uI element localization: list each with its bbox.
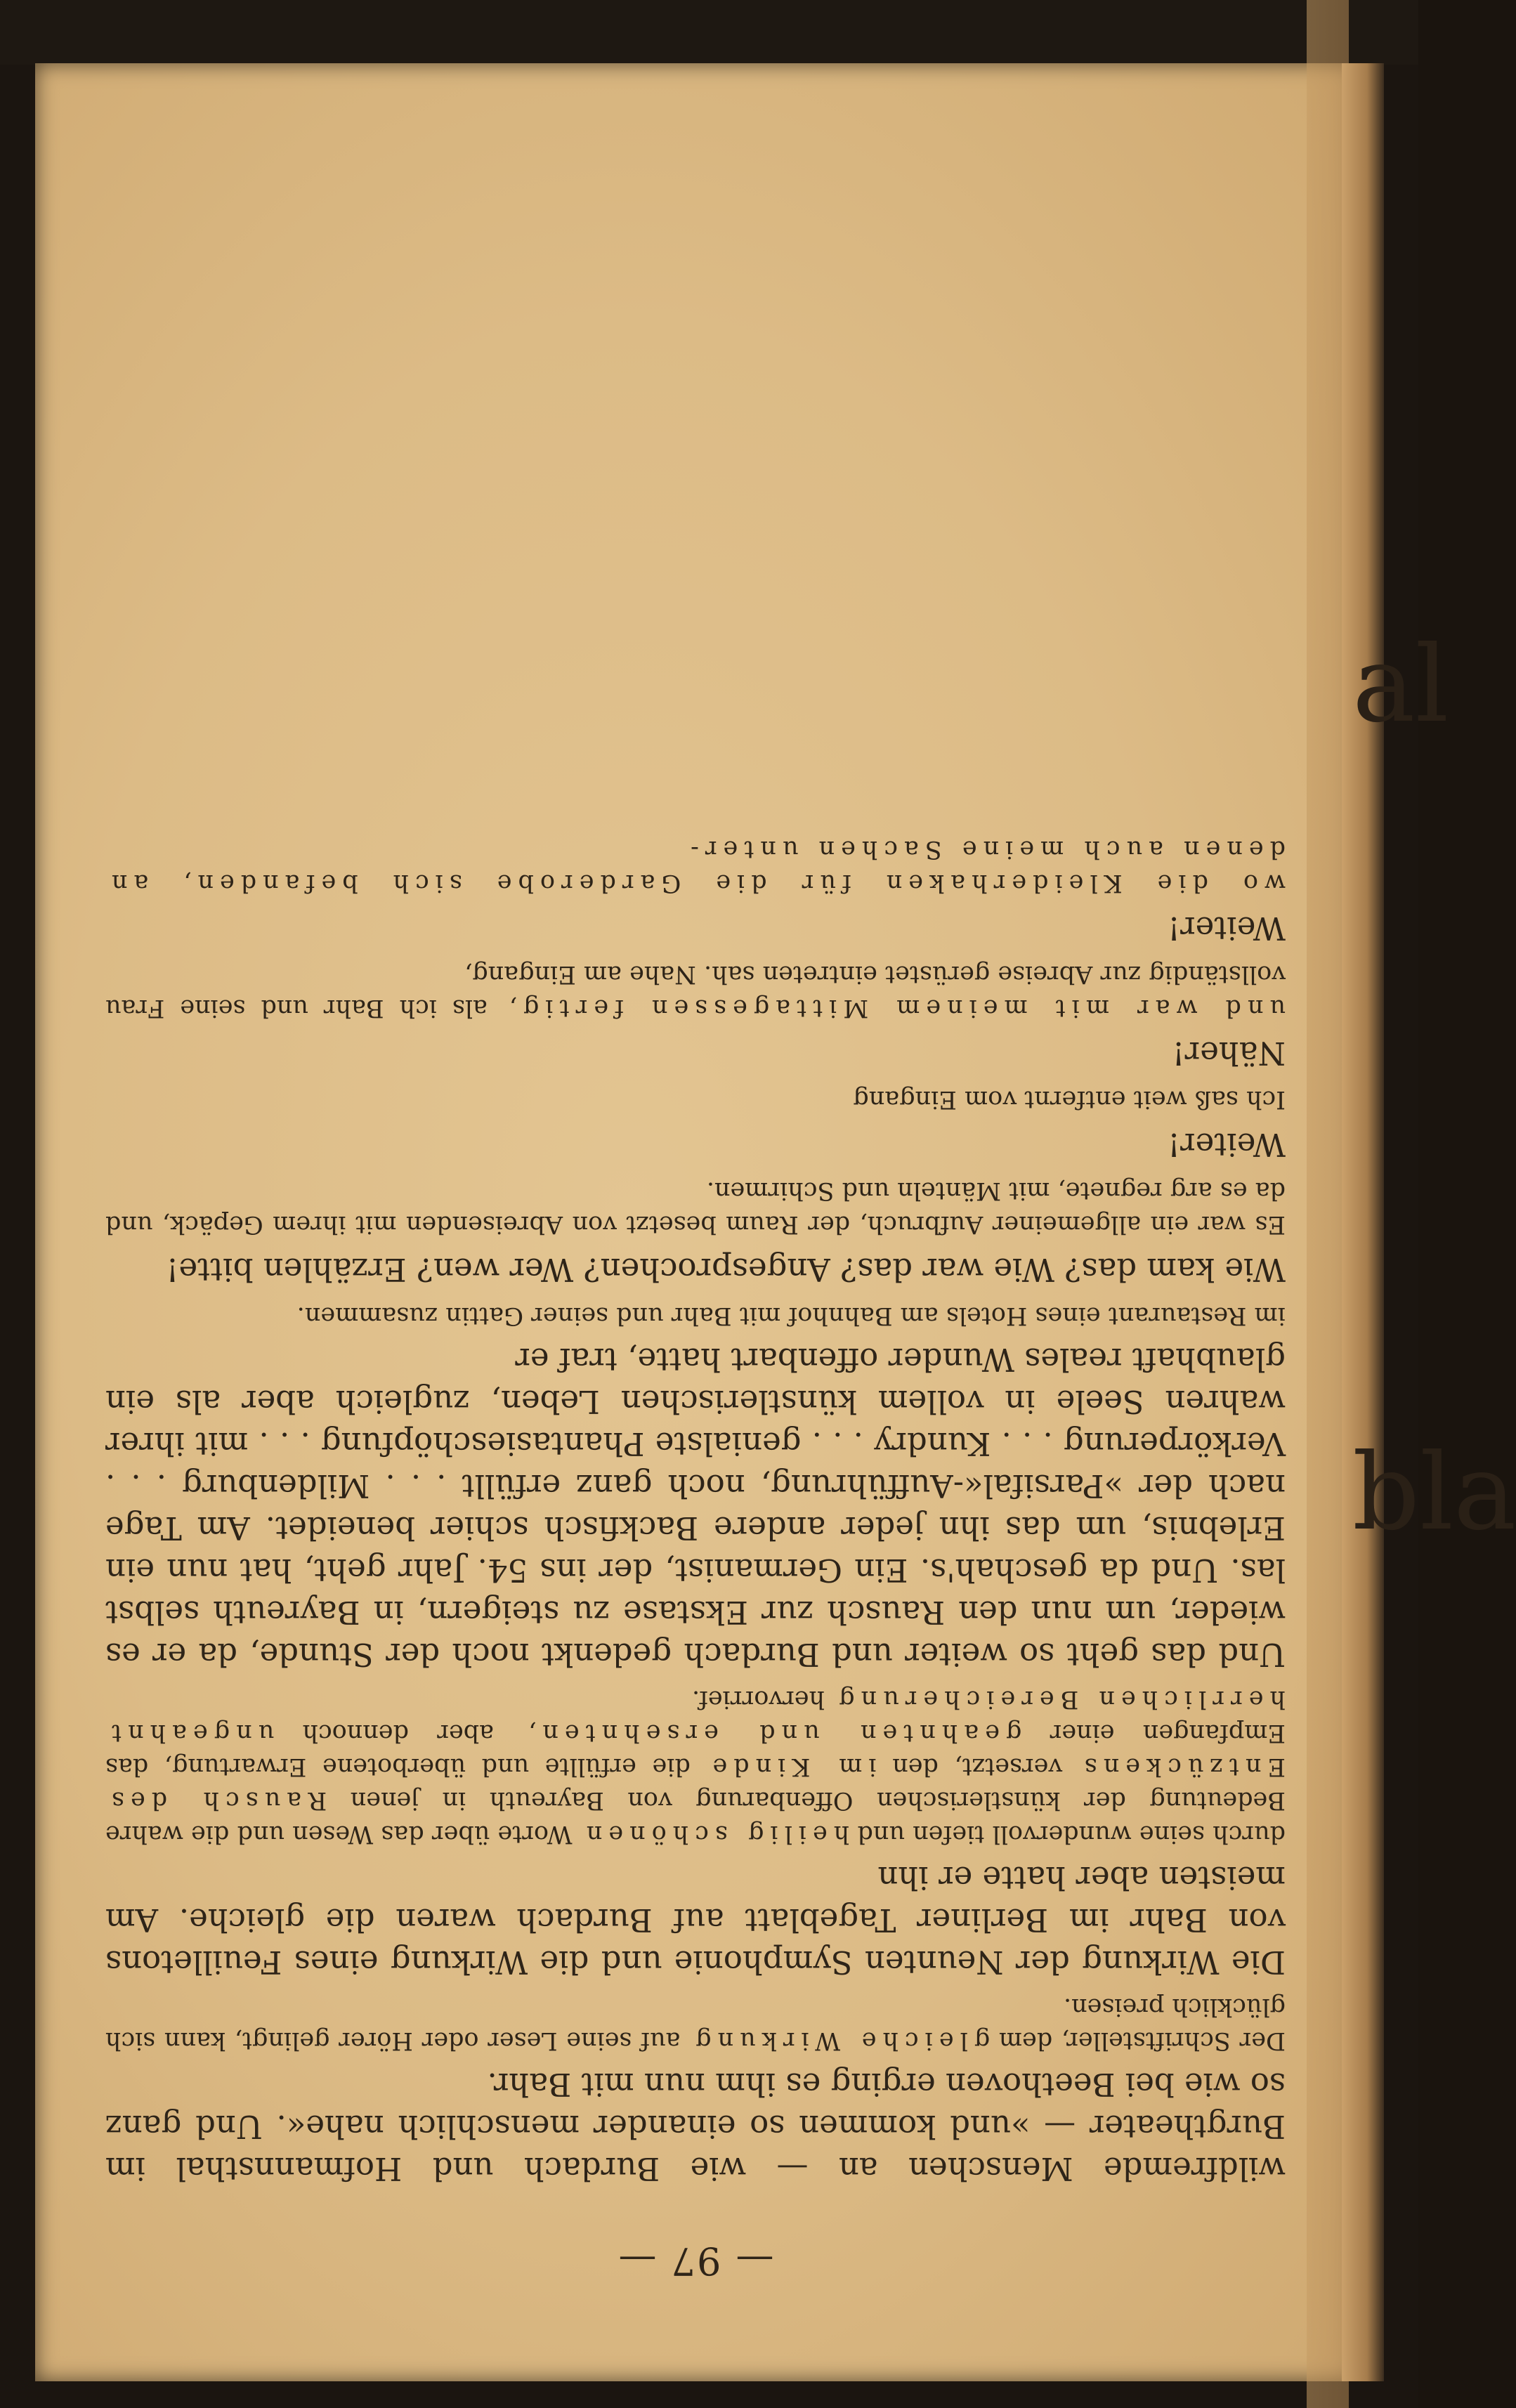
spaced-emphasis: im Kinde: [706, 1753, 877, 1781]
question-4: Weiter!: [1168, 910, 1286, 947]
margin-note-2: bla: [1352, 1432, 1516, 1554]
quote-small-7: wo die Kleiderhaken für die Garderobe sich befanden, an denen auch meine Sachen unter-: [105, 835, 1286, 897]
question-3: Näher!: [1172, 1035, 1286, 1072]
quote-small-4: Es war ein allgemeiner Aufbruch, der Raum besetzt von Abreisenden mit ihrem Gepäck, und da es arg regnete, mit Mänteln und Schirmen.: [105, 1177, 1286, 1238]
question-2: Weiter!: [1168, 1126, 1286, 1163]
spaced-emphasis: Rausch des Entzückens: [105, 1753, 1286, 1814]
text-run: als ich Bahr und seine Frau vollständig zur Abreise gerüstet eintreten sah. Nahe am Eingang,: [105, 960, 1286, 1022]
quote-small-2: [105, 1682, 1286, 1851]
text-run: hervorrief.: [692, 1685, 825, 1713]
spaced-emphasis: heilig schönen: [580, 1820, 850, 1848]
spaced-emphasis: gleiche Wirkung: [689, 2027, 991, 2055]
paragraph-3: Und das geht so weiter und Burdach gedenkt noch der Stunde, da er es wieder, um nun den Rausch zur Ekstase zu steigern, in Bayreuth selbst las. Und da geschah's. Ein Germanist, der ins 54. Jahr geht, hat nun ein Erlebnis, um das ihn jeder andere Backfisch schier beneidet. Am Tage nach der »Parsifal«-Aufführung, noch ganz erfüllt . . . Mildenburg . . . Verkörperung . . . Kundry . . . genialste Phantasieschöpfung . . . mit ihrer wahren Seele in vollem künstlerischen Leben, zugleich aber als ein glaubhaft reales Wunder offenbart hatte, traf er: [105, 1341, 1286, 1673]
quote-small-5: Ich saß weit entfernt vom Eingang: [853, 1085, 1286, 1113]
spaced-emphasis: ungeahnt herrlichen Bereicherung: [105, 1685, 1286, 1747]
quote-small-6: [105, 957, 1286, 1025]
paragraph-1: wildfremde Menschen an — wie Burdach und Hofmannsthal im Burgtheater — »und kommen so einander menschlich nahe«. Und ganz so wie bei Beethoven erging es ihm nun mit Bahr.: [105, 2066, 1286, 2187]
text-run: Der Schriftsteller, dem: [998, 2027, 1286, 2055]
scan-top-border: [0, 0, 1418, 65]
text-run: versetzt, den: [892, 1753, 1063, 1781]
quote-small-3: im Restaurant eines Hotels am Bahnhof mit Bahr und seiner Gattin zusammen.: [296, 1302, 1286, 1330]
page-number: — 97 —: [617, 2239, 774, 2283]
page-text-rotated: [105, 513, 1286, 2283]
text-run: die erfüllte und überbotene Erwartung, das Empfangen einer: [105, 1719, 1286, 1781]
spaced-emphasis: und war mit meinem Mittagessen fertig,: [502, 994, 1286, 1022]
text-run: durch seine wundervoll tiefen und: [857, 1820, 1286, 1848]
spaced-emphasis: geahnten und ersehnten,: [522, 1719, 1022, 1747]
paragraph-2: Die Wirkung der Neunten Symphonie und die Wirkung eines Feuilletons von Bahr im Berliner Tageblatt auf Burdach waren die gleiche. Am meisten aber hatte er ihn: [105, 1859, 1286, 1981]
text-run: auf seine Leser oder Hörer gelingt, kann sich glücklich preisen.: [105, 1993, 1286, 2055]
text-run: aber dennoch: [302, 1719, 494, 1747]
margin-handwriting: [1352, 624, 1516, 2248]
margin-note-1: al: [1352, 624, 1449, 746]
question-1: Wie kam das? Wie war das? Angesprochen? Wer wen? Erzählen bitte!: [166, 1251, 1286, 1288]
quote-small-1: [105, 1990, 1286, 2057]
text-run: Worte über das Wesen und die wahre Bedeutung der künstlerischen Offenbarung von Bayreuth in jenen: [105, 1786, 1286, 1848]
